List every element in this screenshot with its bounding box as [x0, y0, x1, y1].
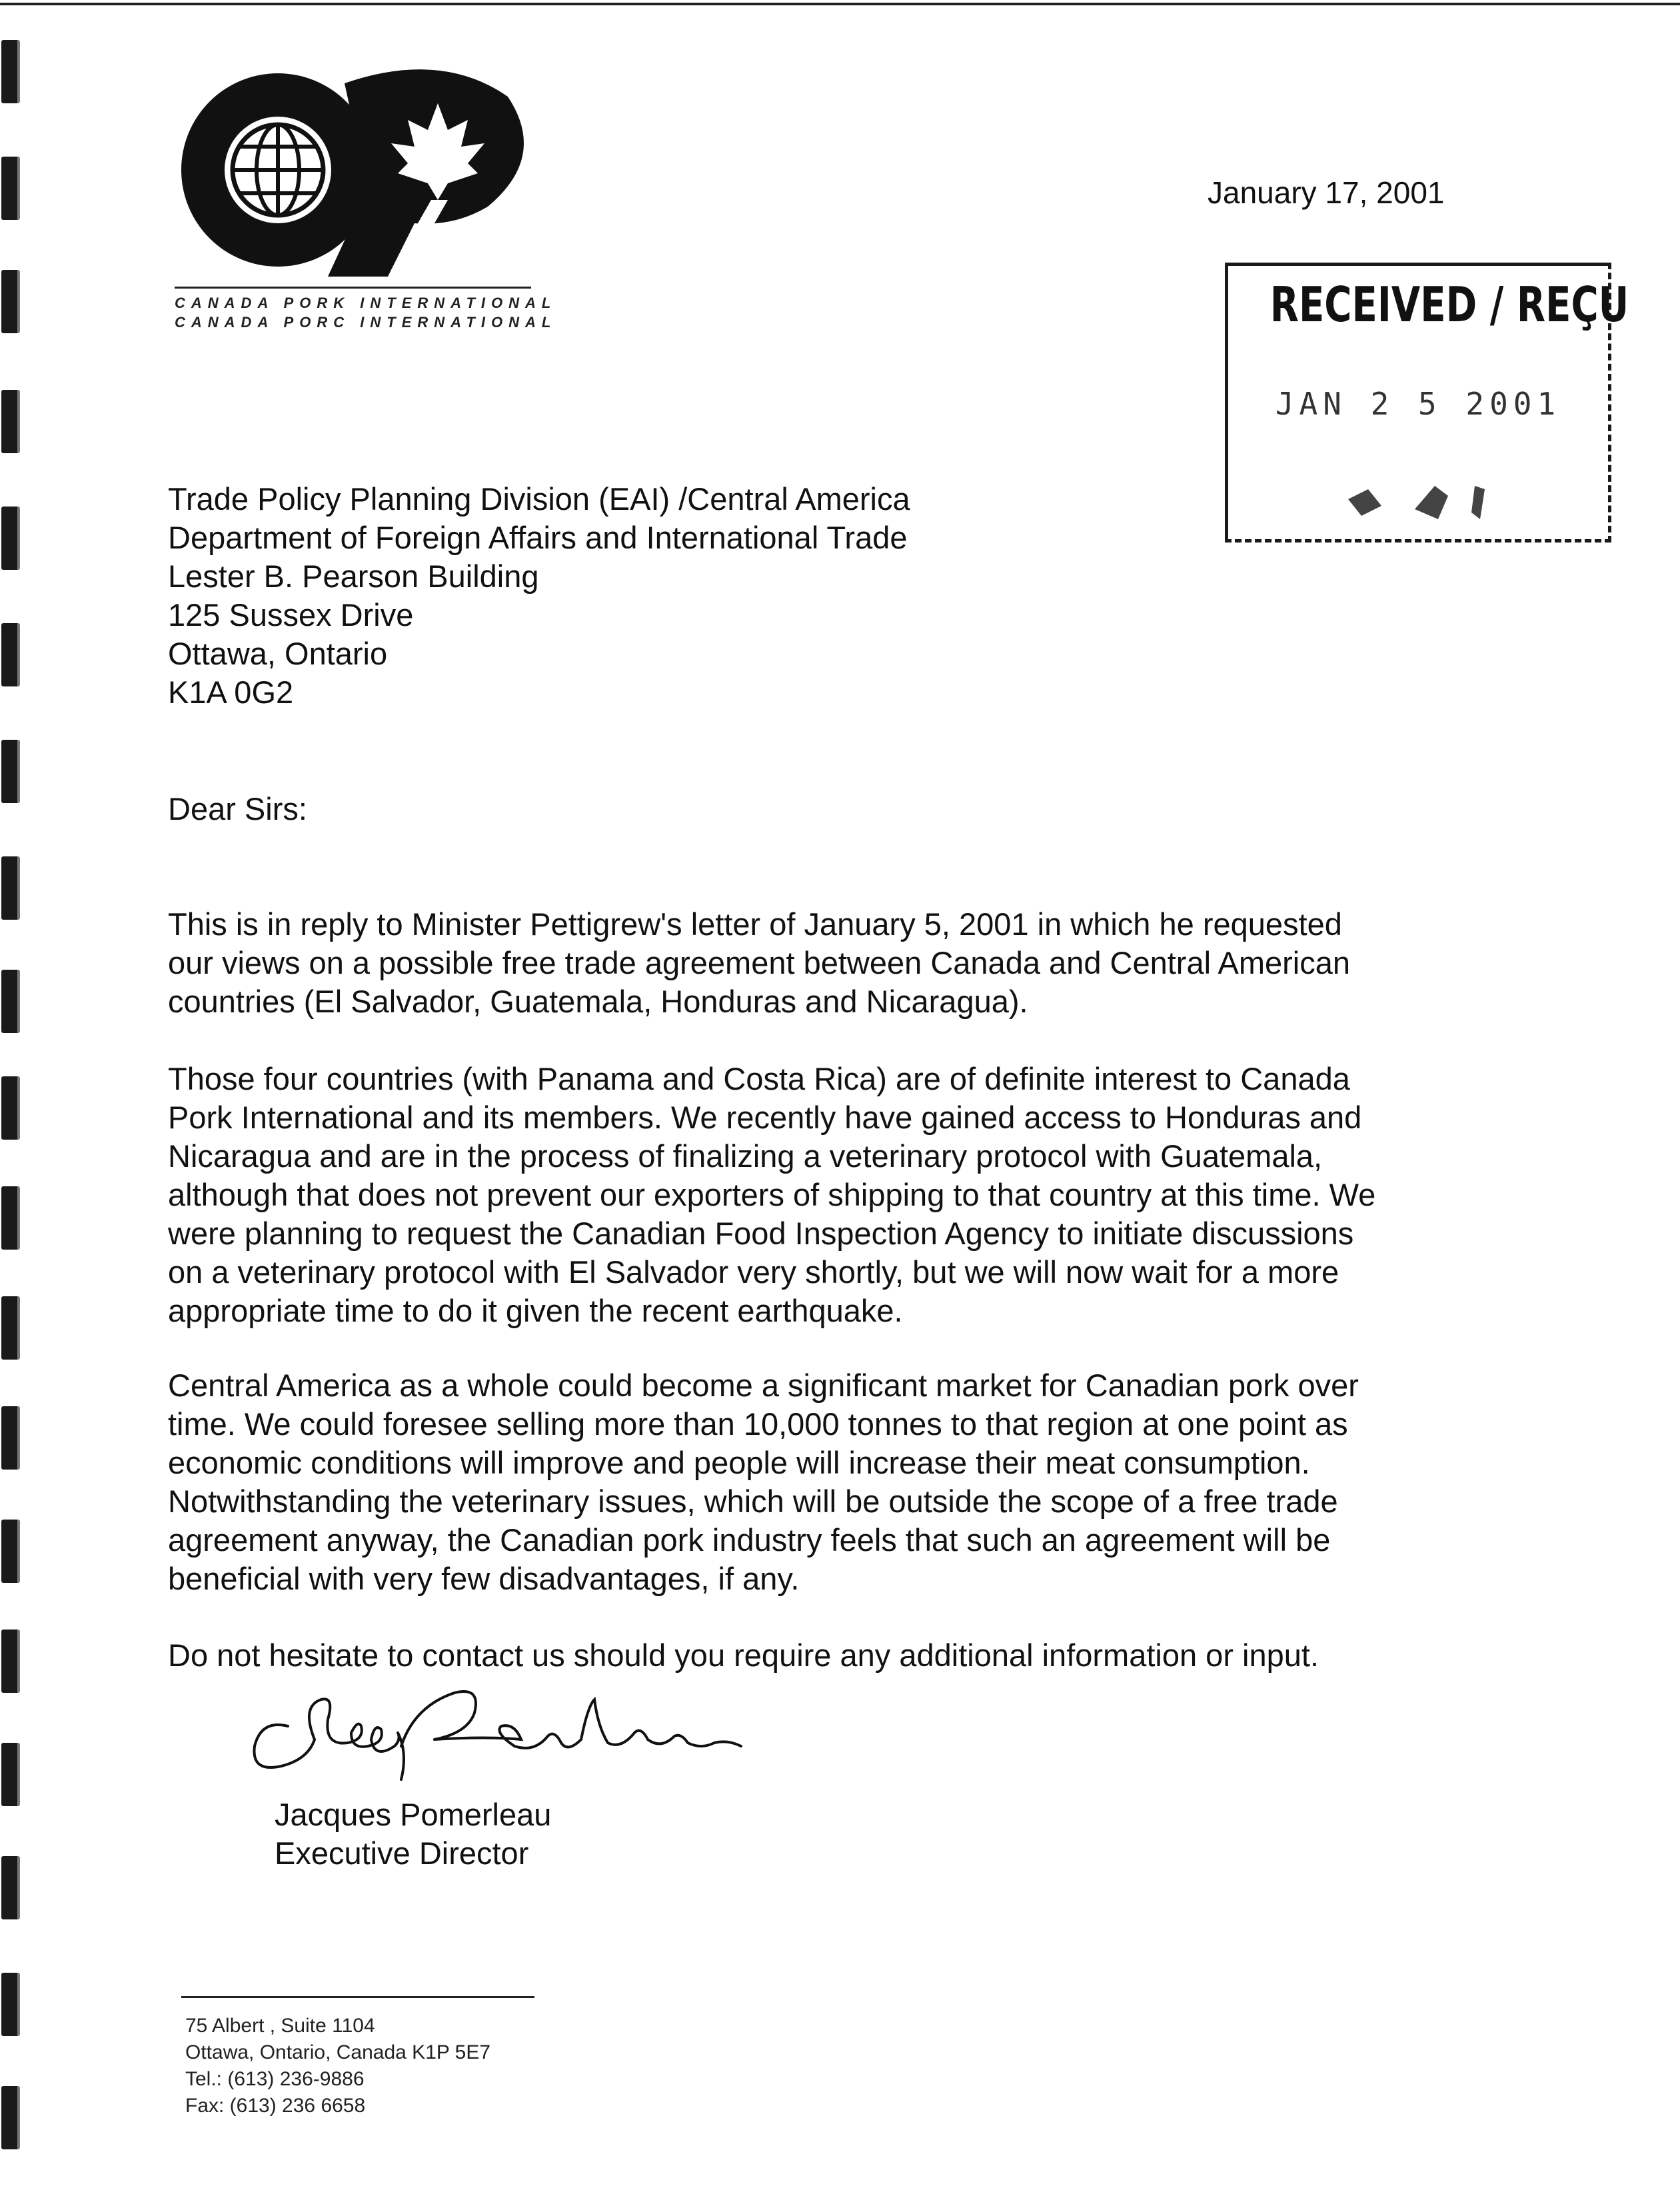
- text-line: Central America as a whole could become a significant market for Canadian pork over: [168, 1368, 1359, 1403]
- stamp-title: RECEIVED / REÇU: [1269, 277, 1629, 333]
- brand-line-french: CANADA PORC INTERNATIONAL: [175, 314, 557, 331]
- text-line: economic conditions will improve and people will increase their meat consumption.: [168, 1445, 1310, 1480]
- text-line: countries (El Salvador, Guatemala, Honduras and Nicaragua).: [168, 984, 1028, 1019]
- stamp-smudge-icon: [1341, 473, 1501, 526]
- text-line: appropriate time to do it given the recent earthquake.: [168, 1293, 903, 1328]
- recipient-line: Lester B. Pearson Building: [168, 558, 539, 594]
- text-line: agreement anyway, the Canadian pork industry feels that such an agreement will be: [168, 1522, 1331, 1558]
- text-line: our views on a possible free trade agreement between Canada and Central American: [168, 945, 1350, 980]
- letter-date: January 17, 2001: [1208, 175, 1445, 210]
- letterhead-rule: [175, 287, 531, 289]
- text-line: were planning to request the Canadian Food Inspection Agency to initiate discussions: [168, 1216, 1354, 1251]
- signatory-name: Jacques Pomerleau: [275, 1797, 552, 1832]
- footer-line: Ottawa, Ontario, Canada K1P 5E7: [185, 2041, 491, 2063]
- handwritten-signature: [235, 1666, 754, 1786]
- recipient-line: Department of Foreign Affairs and International Trade: [168, 520, 908, 555]
- page-top-edge: [0, 3, 1680, 5]
- text-line: Notwithstanding the veterinary issues, which will be outside the scope of a free trade: [168, 1484, 1338, 1519]
- paragraph-1: [168, 905, 1350, 1021]
- text-line: although that does not prevent our exporters of shipping to that country at this time. We: [168, 1177, 1376, 1212]
- text-line: Do not hesitate to contact us should you require any additional information or input.: [168, 1638, 1319, 1673]
- text-line: Pork International and its members. We recently have gained access to Honduras and: [168, 1100, 1362, 1135]
- recipient-address: [168, 480, 910, 712]
- text-line: time. We could foresee selling more than 10,000 tonnes to that region at one point as: [168, 1406, 1348, 1442]
- paragraph-3: [168, 1366, 1359, 1598]
- signatory-title: Executive Director: [275, 1835, 529, 1871]
- signatory: [275, 1795, 551, 1873]
- footer-line: 75 Albert , Suite 1104: [185, 2015, 375, 2037]
- binder-strip: [1, 0, 19, 2202]
- footer-line: Fax: (613) 236 6658: [185, 2095, 366, 2117]
- recipient-line: Trade Policy Planning Division (EAI) /Central America: [168, 481, 910, 517]
- globe-and-maple-leaf-logo-icon: [175, 57, 534, 283]
- footer-address: [185, 2013, 490, 2119]
- text-line: Nicaragua and are in the process of finalizing a veterinary protocol with Guatemala,: [168, 1138, 1323, 1174]
- letterhead-brand: [175, 293, 556, 332]
- paragraph-2: [168, 1060, 1375, 1330]
- received-stamp: [1225, 263, 1629, 543]
- letterhead-logo: [175, 57, 534, 283]
- signature-icon: [235, 1666, 754, 1786]
- footer-rule: [181, 1996, 534, 1998]
- recipient-line: K1A 0G2: [168, 674, 294, 710]
- brand-line-english: CANADA PORK INTERNATIONAL: [175, 295, 557, 311]
- stamp-date: JAN 2 5 2001: [1275, 386, 1561, 422]
- footer-line: Tel.: (613) 236-9886: [185, 2068, 365, 2090]
- text-line: on a veterinary protocol with El Salvador very shortly, but we will now wait for a more: [168, 1254, 1339, 1290]
- text-line: beneficial with very few disadvantages, if any.: [168, 1561, 800, 1596]
- text-line: This is in reply to Minister Pettigrew's letter of January 5, 2001 in which he requested: [168, 906, 1342, 942]
- text-line: Those four countries (with Panama and Costa Rica) are of definite interest to Canada: [168, 1061, 1350, 1096]
- recipient-line: Ottawa, Ontario: [168, 636, 388, 671]
- recipient-line: 125 Sussex Drive: [168, 597, 414, 632]
- salutation: Dear Sirs:: [168, 791, 307, 826]
